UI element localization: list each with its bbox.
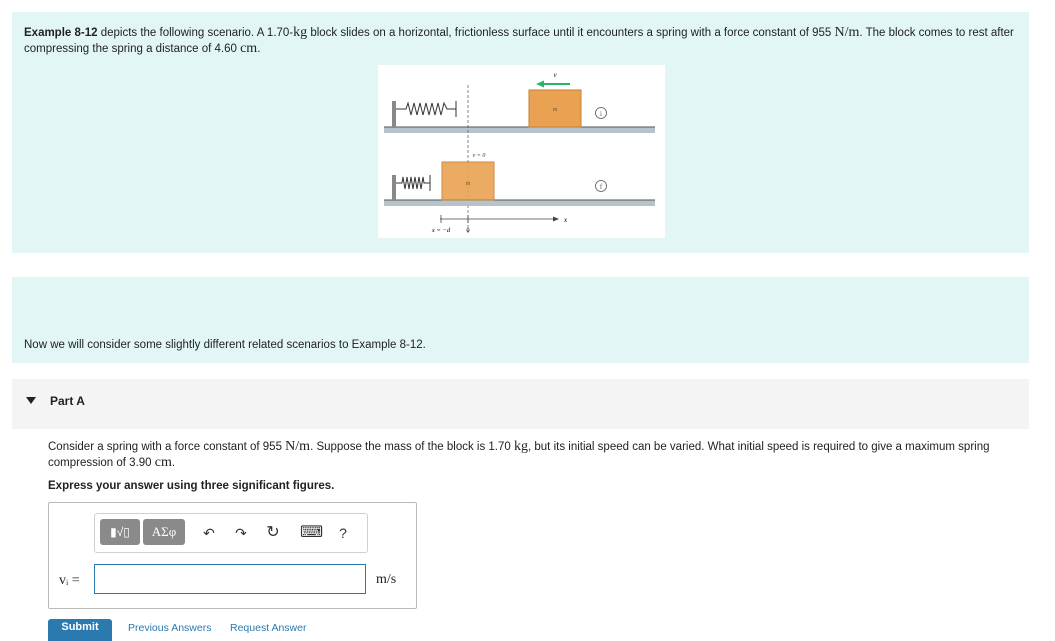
surface-bottom (384, 200, 655, 206)
wall-top (392, 101, 396, 127)
spring-compressed (396, 177, 430, 189)
part-title: Part A (50, 394, 85, 408)
block-label-bottom: m (465, 181, 471, 187)
velocity-label: v (553, 71, 557, 79)
request-answer-link[interactable]: Request Answer (230, 622, 307, 634)
answer-box (48, 502, 417, 609)
related-panel (12, 277, 1029, 363)
part-a-header[interactable] (12, 379, 1029, 429)
redo-icon[interactable]: ↷ (235, 525, 247, 541)
svg-text:f: f (599, 183, 603, 191)
block-label-top: m (552, 107, 558, 113)
unit-label: m/s (376, 572, 397, 587)
template-button[interactable]: ▮√▯ (100, 519, 140, 545)
reset-icon[interactable]: ↻ (266, 524, 280, 541)
spring-block-diagram (378, 65, 665, 238)
question-text: Consider a spring with a force constant of 955 N/m. Suppose the mass of the block is 1.70 kg, but its initial speed can be varied. What initial speed is required to give a maximum spring compression of 3.90 cm. (48, 439, 990, 470)
submit-button[interactable]: Submit (48, 619, 112, 641)
example-ref: Example 8-12 (24, 27, 98, 39)
previous-answers-link[interactable]: Previous Answers (128, 622, 212, 634)
wall-bottom (392, 175, 396, 200)
math-toolbar (94, 513, 368, 553)
help-button[interactable]: ? (339, 525, 347, 541)
surface-top (384, 127, 655, 133)
collapse-triangle-icon[interactable] (26, 397, 36, 404)
greek-symbols-button[interactable]: ΑΣφ (143, 519, 185, 545)
x-neg-d-label: x = −d (431, 227, 451, 234)
keyboard-icon[interactable]: ⌨ (300, 524, 324, 541)
related-text: Now we will consider some slightly different related scenarios to Example 8-12. (24, 339, 426, 351)
x-zero-label: 0 (466, 227, 470, 234)
v-zero-label: v = 0 (472, 153, 486, 159)
svg-text:i: i (600, 110, 602, 118)
undo-icon[interactable]: ↶ (203, 525, 215, 541)
variable-label: vᵢ = (59, 573, 80, 588)
answer-input[interactable] (94, 564, 366, 594)
spring-uncompressed (396, 103, 456, 115)
example-intro-text: Example 8-12 depicts the following scenario. A 1.70-kg block slides on a horizontal, frictionless surface until it encounters a spring with a force constant of 955 N/m. The block comes to rest after compressing the spring a distance of 4.60 cm. (24, 25, 1014, 56)
spring-block-figure (378, 65, 665, 238)
example-panel (12, 12, 1029, 253)
x-axis-label: x (564, 216, 568, 224)
instruction-text: Express your answer using three significant figures. (48, 480, 335, 492)
